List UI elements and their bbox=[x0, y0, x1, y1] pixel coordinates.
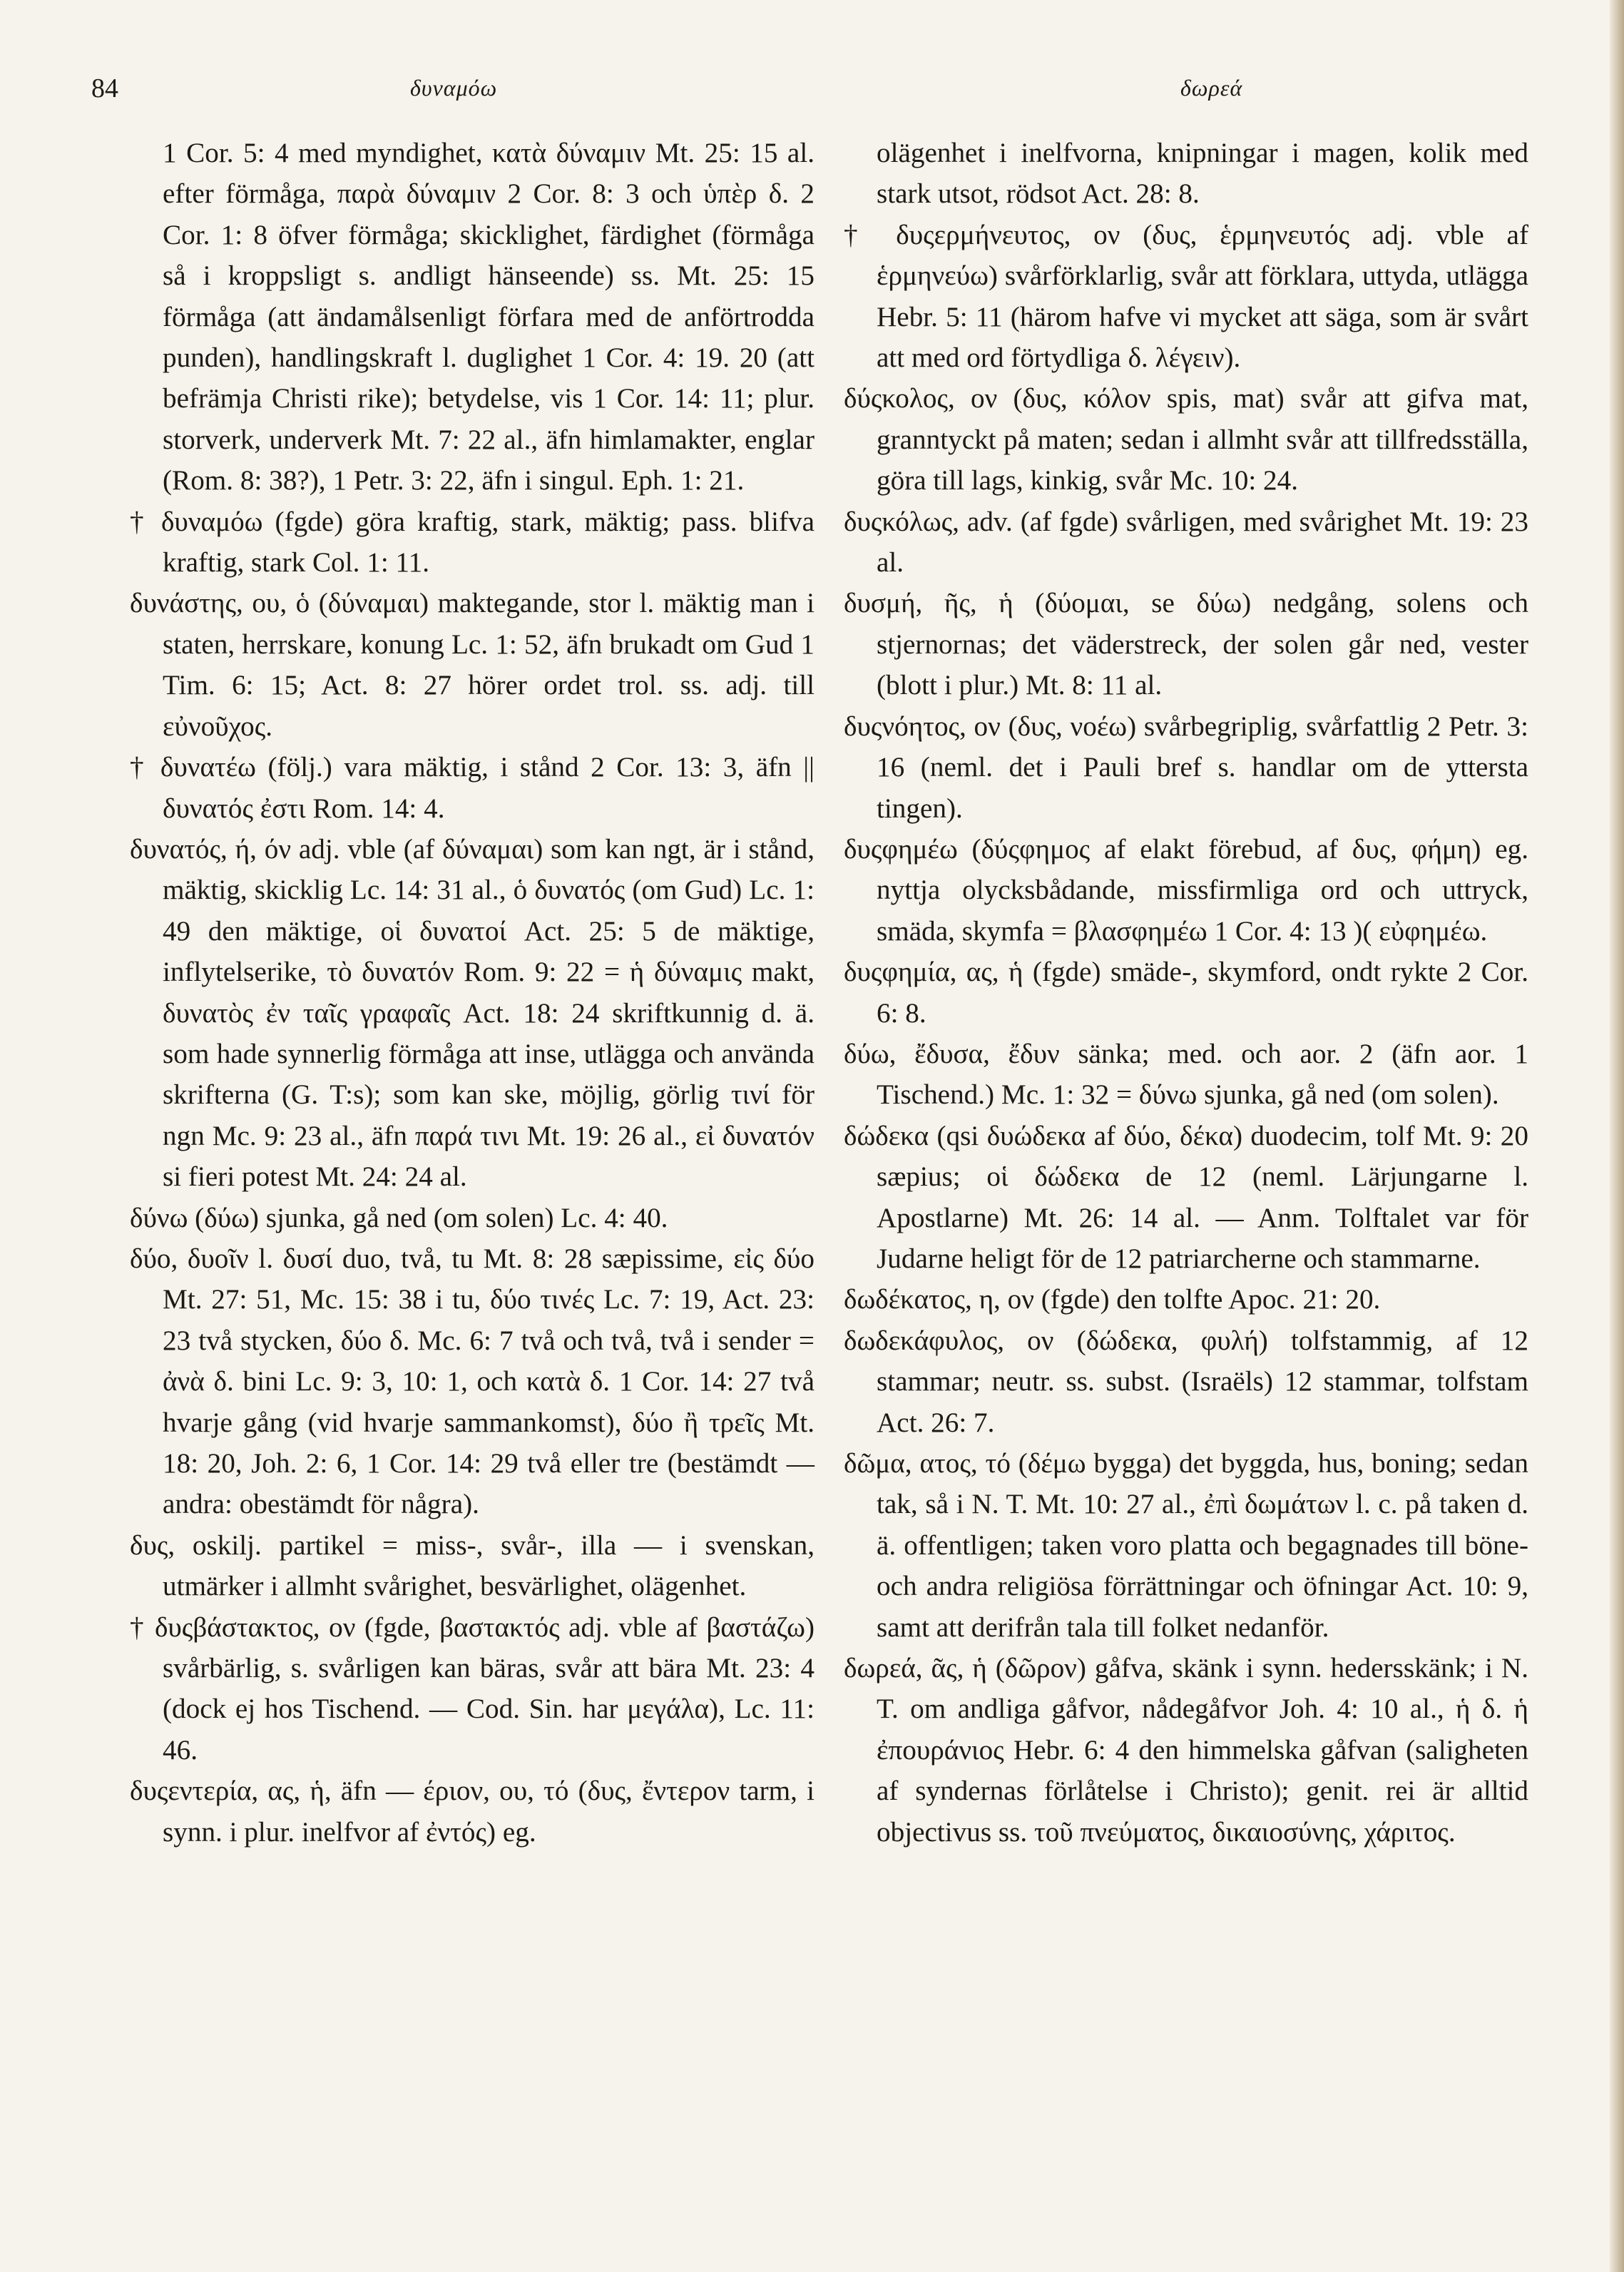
dictionary-entry: δυσμή, ῆς, ἡ (δύομαι, se δύω) nedgång, solens och stjernornas; det väderstreck, der solen går ned, vester (blott i plur.) Mt. 8: 11 al. bbox=[844, 588, 1528, 701]
dictionary-entry: δῶμα, ατος, τό (δέμω bygga) det byggda, hus, boning; sedan tak, så i N. T. Mt. 10: 27 al., ἐπὶ δωμάτων l. c. på taken d. ä. offentligen; taken voro platta och begagnades till böne- och andra religiösa förrättningar och öfningar Act. 10: 9, samt att derifrån tala till folket nedanför. bbox=[844, 1448, 1528, 1643]
dictionary-entry: δυςκόλως, adv. (af fgde) svårligen, med svårighet Mt. 19: 23 al. bbox=[844, 506, 1528, 579]
dictionary-entry: δυςεντερία, ας, ἡ, äfn — έριον, ου, τό (δυς, ἔντερον tarm, i synn. i plur. inelfvor af ἐντός) eg. bbox=[130, 1776, 814, 1848]
dictionary-entry: δύνω (δύω) sjunka, gå ned (om solen) Lc. 4: 40. bbox=[130, 1202, 668, 1233]
dictionary-entry: δυς, oskilj. partikel = miss-, svår-, illa — i svenskan, utmärker i allmht svårighet, besvärlighet, olägenhet. bbox=[130, 1529, 814, 1602]
dictionary-entry: δυςνόητος, ον (δυς, νοέω) svårbegriplig, svårfattlig 2 Petr. 3: 16 (neml. det i Pauli bref s. handlar om de yttersta tingen). bbox=[844, 710, 1528, 824]
dictionary-entry: δύο, δυοῖν l. δυσί duo, två, tu Mt. 8: 28 sæpissime, εἰς δύο Mt. 27: 51, Mc. 15: 38 i tu, δύο τινές Lc. 7: 19, Act. 23: 23 två stycken, δύο δ. Mc. 6: 7 två och två, två i sender = ἀνὰ δ. bini Lc. 9: 3, 10: 1, och κατὰ δ. 1 Cor. 14: 27 två hvarje gång (vid hvarje sammankomst), δύο ἢ τρεῖς Mt. 18: 20, Joh. 2: 6, 1 Cor. 14: 29 två eller tre (bestämdt — andra: obestämdt för några). bbox=[130, 1243, 814, 1520]
dictionary-entry: δύω, ἔδυσα, ἔδυν sänka; med. och aor. 2 (äfn aor. 1 Tischend.) Mc. 1: 32 = δύνω sjunka, gå ned (om solen). bbox=[844, 1038, 1528, 1111]
dictionary-entry: δωρεά, ᾶς, ἡ (δῶρον) gåfva, skänk i synn. hedersskänk; i N. T. om andliga gåfvor, nådegåfvor Joh. 4: 10 al., ἡ δ. ἡ ἐπουράνιος Hebr. 6: 4 den himmelska gåfvan (saligheten af syndernas förlåtelse i Christo); genit. rei är alltid objectivus ss. τοῦ πνεύματος, δικαιοσύνης, χάριτος. bbox=[844, 1653, 1528, 1848]
dictionary-entry: δωδέκατος, η, ον (fgde) den tolfte Apoc. 21: 20. bbox=[844, 1284, 1381, 1315]
dictionary-entry: † δυναμόω (fgde) göra kraftig, stark, mäktig; pass. blifva kraftig, stark Col. 1: 11. bbox=[130, 506, 814, 579]
dictionary-entry: δυςφημέω (δύςφημος af elakt förebud, af δυς, φήμη) eg. nyttja olycksbådande, missfirmliga ord och uttryck, smäda, skymfa = βλασφημέω 1 Cor. 4: 13 )( εὐφημέω. bbox=[844, 833, 1528, 947]
dictionary-entry: δυνάστης, ου, ὁ (δύναμαι) maktegande, stor l. mäktig man i staten, herrskare, konung Lc. 1: 52, äfn brukadt om Gud 1 Tim. 6: 15; Act. 8: 27 hörer ordet trol. ss. adj. till εὐνοῦχος. bbox=[130, 588, 814, 742]
dictionary-entry: † δυςερμήνευτος, ον (δυς, ἑρμηνευτός adj. vble af ἑρμηνεύω) svårförklarlig, svår att förklara, uttyda, utlägga Hebr. 5: 11 (härom hafve vi mycket att säga, som är svårt att med ord förtydliga δ. λέγειν). bbox=[844, 219, 1528, 374]
dictionary-entry: olägenhet i inelfvorna, knipningar i magen, kolik med stark utsot, rödsot Act. 28: 8. bbox=[877, 138, 1528, 210]
right-column bbox=[844, 133, 1528, 1853]
dictionary-entry: † δυνατέω (följ.) vara mäktig, i stånd 2 Cor. 13: 3, äfn || δυνατός ἐστι Rom. 14: 4. bbox=[130, 752, 814, 824]
dictionary-entry: δύςκολος, ον (δυς, κόλον spis, mat) svår att gifva mat, granntyckt på maten; sedan i allmht svår att tillfredsställa, göra till lags, kinkig, svår Mc. 10: 24. bbox=[844, 383, 1528, 496]
left-column bbox=[130, 133, 814, 1853]
page-number: 84 bbox=[91, 73, 118, 103]
dictionary-entry: δυνατός, ή, όν adj. vble (af δύναμαι) som kan ngt, är i stånd, mäktig, skicklig Lc. 14: 31 al., ὁ δυνατός (om Gud) Lc. 1: 49 den mäktige, οἱ δυνατοί Act. 25: 5 de mäktige, inflytelserike, τὸ δυνατόν Rom. 9: 22 = ἡ δύναμις makt, δυνατὸς ἐν ταῖς γραφαῖς Act. 18: 24 skriftkunnig d. ä. som hade synnerlig förmåga att inse, utlägga och använda skrifterna (G. T:s); som kan ske, möjlig, görlig τινί för ngn Mc. 9: 23 al., äfn παρά τινι Mt. 19: 26 al., εἰ δυνατόν si fieri potest Mt. 24: 24 al. bbox=[130, 833, 814, 1193]
running-head-left: δυναμόω bbox=[410, 75, 498, 101]
page-binding-edge bbox=[1610, 0, 1624, 2272]
dictionary-entry: δυςφημία, ας, ἡ (fgde) smäde-, skymford, ondt rykte 2 Cor. 6: 8. bbox=[844, 957, 1528, 1029]
dictionary-entry: δώδεκα (qsi δυώδεκα af δύο, δέκα) duodecim, tolf Mt. 9: 20 sæpius; οἱ δώδεκα de 12 (neml. Lärjungarne l. Apostlarne) Mt. 26: 14 al. — Anm. Tolftalet var för Judarne heligt för de 12 patriarcherne och stammarne. bbox=[844, 1120, 1528, 1274]
dictionary-entry: † δυςβάστακτος, ον (fgde, βαστακτός adj. vble af βαστάζω) svårbärlig, s. svårligen kan bäras, svår att bära Mt. 23: 4 (dock ej hos Tischend. — Cod. Sin. har μεγάλα), Lc. 11: 46. bbox=[130, 1611, 814, 1766]
dictionary-entry: 1 Cor. 5: 4 med myndighet, κατὰ δύναμιν Mt. 25: 15 al. efter förmåga, παρὰ δύναμιν 2 Cor. 8: 3 och ὑπὲρ δ. 2 Cor. 1: 8 öfver förmåga; skicklighet, färdighet (förmåga så i kroppsligt s. andligt hänseende) ss. Mt. 25: 15 förmåga (att ändamålsenligt förfara med de anförtrodda punden), handlingskraft l. duglighet 1 Cor. 4: 19. 20 (att befrämja Christi rike); betydelse, vis 1 Cor. 14: 11; plur. storverk, underverk Mt. 7: 22 al., äfn himlamakter, englar (Rom. 8: 38?), 1 Petr. 3: 22, äfn i singul. Eph. 1: 21. bbox=[163, 138, 814, 496]
running-head-right: δωρεά bbox=[1180, 75, 1243, 101]
dictionary-entry: δωδεκάφυλος, ον (δώδεκα, φυλή) tolfstammig, af 12 stammar; neutr. ss. subst. (Israëls) 12 stammar, tolfstam Act. 26: 7. bbox=[844, 1325, 1528, 1438]
page-header bbox=[0, 0, 1624, 107]
